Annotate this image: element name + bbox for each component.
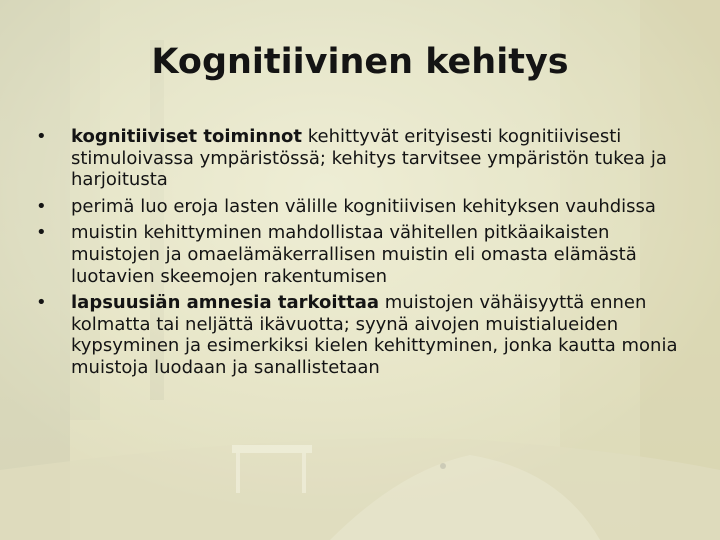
bullet-bold-text: kognitiiviset toiminnot	[71, 126, 303, 147]
bullet-text: muistojen vähäisyyttä ennen kolmatta tai neljättä ikävuotta; syynä aivojen muistialueiden kypsyminen ja esimerkiksi kielen kehittyminen, jonka kautta monia muistoja luodaan ja sanallistetaan	[71, 292, 678, 378]
bullet-item	[36, 292, 696, 378]
bullet-text: muistin kehittyminen mahdollistaa vähitellen pitkäaikaisten muistojen ja omaelämäkerrallisen muistin eli omasta elämästä luotavien skeemojen rakentumisen	[71, 222, 637, 287]
bullet-marker: •	[36, 195, 47, 217]
slide-title: Kognitiivinen kehitys	[151, 42, 569, 82]
bullet-marker: •	[36, 126, 47, 147]
bullet-text: kehittyvät erityisesti kognitiivisesti stimuloivassa ympäristössä; kehitys tarvitsee ympäristön tukea ja harjoitusta	[71, 126, 667, 191]
bullet-item	[36, 126, 696, 191]
bullet-item	[36, 196, 696, 218]
bullet-list	[36, 126, 696, 384]
bullet-bold-text: lapsuusiän amnesia tarkoittaa	[71, 292, 380, 314]
bullet-item	[36, 222, 696, 287]
bullet-marker: •	[36, 292, 47, 314]
bullet-text: perimä luo eroja lasten välille kognitiivisen kehityksen vauhdissa	[71, 195, 656, 217]
bullet-marker: •	[36, 222, 47, 244]
